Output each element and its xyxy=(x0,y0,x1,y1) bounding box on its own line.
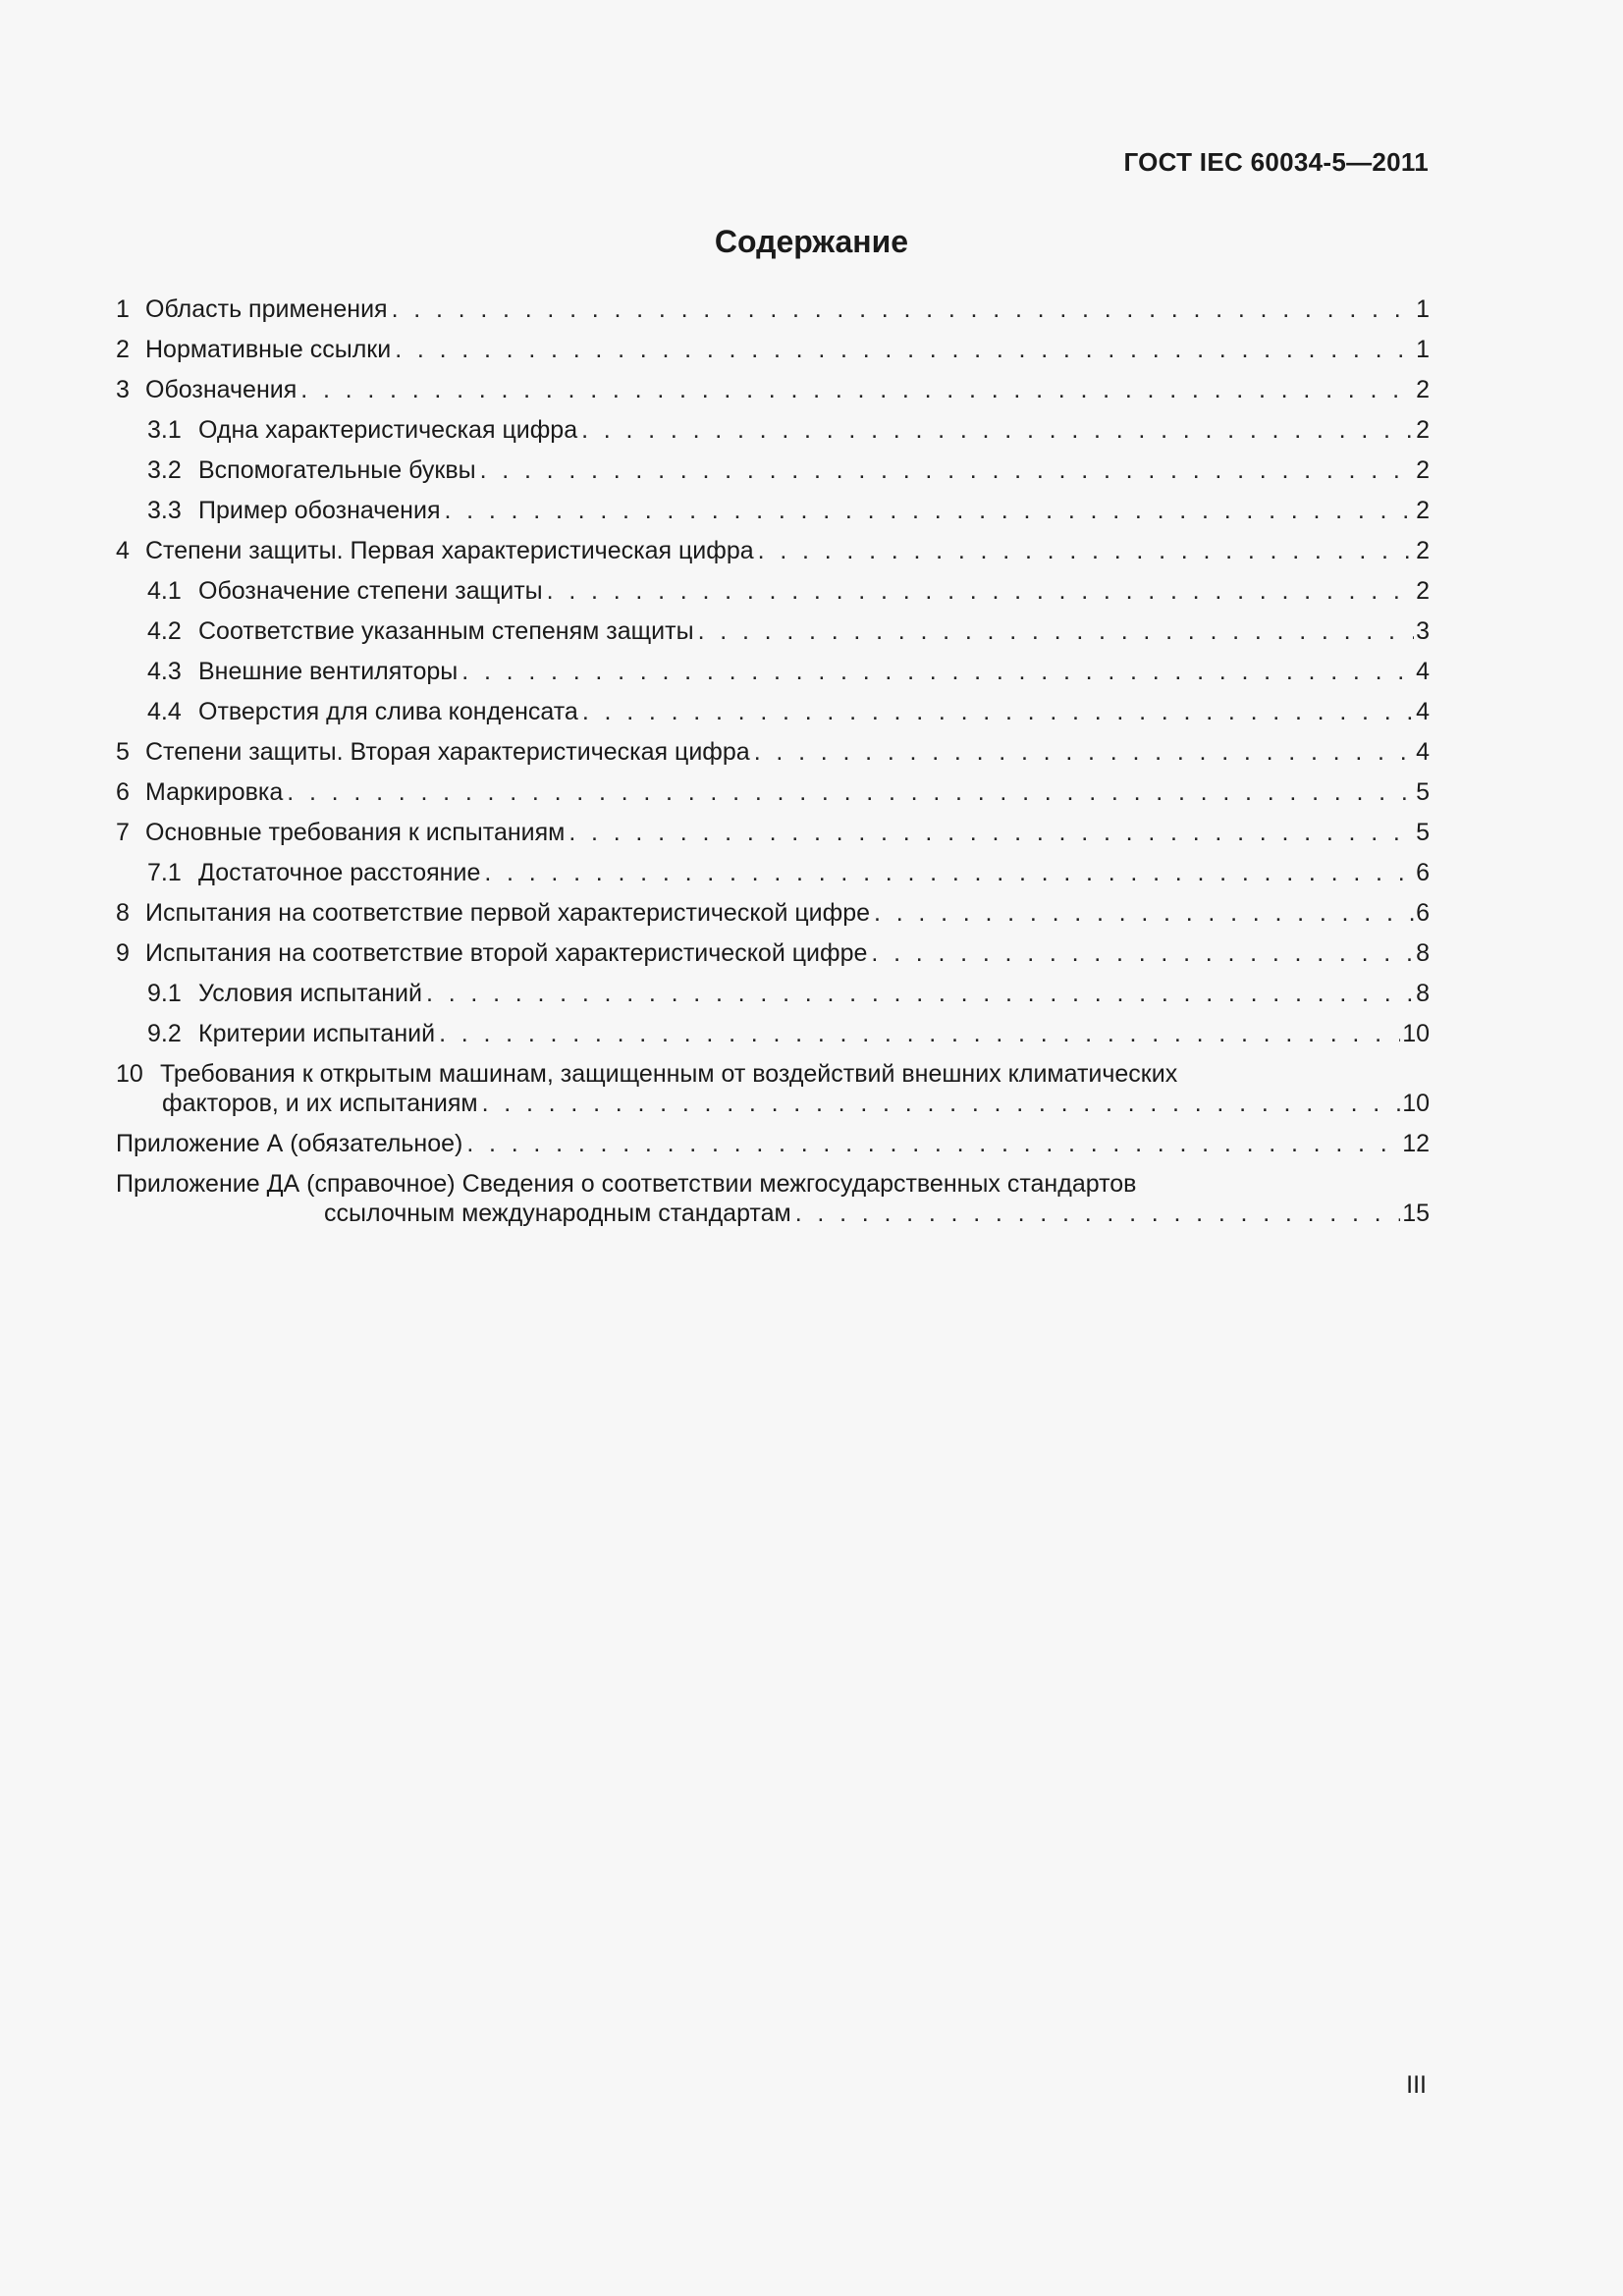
toc-entry-3-1[interactable] xyxy=(116,415,1430,445)
toc-entry-appendix-a[interactable] xyxy=(116,1129,1430,1158)
toc-entry-number: 9.1 xyxy=(147,980,182,1007)
toc-entry-number: 8 xyxy=(116,899,130,927)
toc-entry-page: 2 xyxy=(1416,497,1430,524)
toc-entry-page: 6 xyxy=(1416,899,1430,927)
toc-leader-dots xyxy=(758,536,1414,565)
toc-leader-dots xyxy=(568,818,1414,847)
toc-entry-9-2[interactable] xyxy=(116,1019,1430,1048)
toc-entry-4-2[interactable] xyxy=(116,616,1430,646)
toc-leader-dots xyxy=(287,777,1414,807)
toc-entry-page: 5 xyxy=(1416,778,1430,806)
toc-entry-number: 4.2 xyxy=(147,617,182,645)
toc-entry-7-1[interactable] xyxy=(116,858,1430,887)
toc-entry-number: 6 xyxy=(116,778,130,806)
toc-entry-title: Степени защиты. Первая характеристическая цифра xyxy=(145,537,754,564)
toc-entry-title: Пример обозначения xyxy=(198,497,441,524)
toc-entry-page: 4 xyxy=(1416,738,1430,766)
toc-entry-4-3[interactable] xyxy=(116,657,1430,686)
toc-entry-number: 1 xyxy=(116,295,130,323)
toc-entry-title-line1: Приложение ДА (справочное) Сведения о соответствии межгосударственных стандартов xyxy=(116,1170,1137,1198)
toc-leader-dots xyxy=(482,1089,1401,1118)
toc-entry-title: Достаточное расстояние xyxy=(198,859,481,886)
toc-entry-title: Область применения xyxy=(145,295,388,323)
toc-entry-number: 4.1 xyxy=(147,577,182,605)
toc-leader-dots xyxy=(480,455,1415,485)
toc-entry-title: Условия испытаний xyxy=(198,980,422,1007)
document-code: ГОСТ IEC 60034-5—2011 xyxy=(1123,147,1429,177)
toc-entry-title: Маркировка xyxy=(145,778,284,806)
toc-leader-dots xyxy=(439,1019,1400,1048)
toc-entry-page: 2 xyxy=(1416,537,1430,564)
toc-entry-number: 2 xyxy=(116,336,130,363)
toc-entry-number: 10 xyxy=(116,1060,143,1088)
toc-leader-dots xyxy=(795,1199,1400,1228)
toc-entry-4-1[interactable] xyxy=(116,576,1430,606)
toc-entry-page: 10 xyxy=(1402,1020,1430,1047)
toc-entry-page: 5 xyxy=(1416,819,1430,846)
toc-leader-dots xyxy=(698,616,1415,646)
toc-entry-title: Обозначение степени защиты xyxy=(198,577,543,605)
toc-entry-10[interactable] xyxy=(116,1059,1430,1118)
toc-entry-number: 7 xyxy=(116,819,130,846)
toc-entry-number: 7.1 xyxy=(147,859,182,886)
toc-entry-page: 15 xyxy=(1402,1200,1430,1227)
toc-leader-dots xyxy=(426,979,1414,1008)
toc-entry-3-3[interactable] xyxy=(116,496,1430,525)
toc-entry-title: Одна характеристическая цифра xyxy=(198,416,578,444)
toc-entry-4-4[interactable] xyxy=(116,697,1430,726)
toc-entry-number: 3.2 xyxy=(147,456,182,484)
page-number: III xyxy=(1406,2071,1427,2099)
toc-entry-1[interactable] xyxy=(116,294,1430,324)
toc-entry-title: Вспомогательные буквы xyxy=(198,456,476,484)
toc-entry-title: Степени защиты. Вторая характеристическая цифра xyxy=(145,738,750,766)
toc-entry-page: 6 xyxy=(1416,859,1430,886)
toc-entry-number: 4.3 xyxy=(147,658,182,685)
toc-leader-dots xyxy=(461,657,1414,686)
toc-entry-title: Критерии испытаний xyxy=(198,1020,436,1047)
toc-leader-dots xyxy=(874,898,1414,928)
toc-entry-page: 8 xyxy=(1416,939,1430,967)
toc-entry-page: 4 xyxy=(1416,698,1430,725)
toc-entry-title: Основные требования к испытаниям xyxy=(145,819,566,846)
toc-entry-title-line2: факторов, и их испытаниям xyxy=(162,1090,478,1117)
toc-entry-4[interactable] xyxy=(116,536,1430,565)
toc-entry-9[interactable] xyxy=(116,938,1430,968)
toc-entry-title-line2: ссылочным международным стандартам xyxy=(324,1200,791,1227)
toc-entry-number: 3.3 xyxy=(147,497,182,524)
toc-entry-appendix-da[interactable] xyxy=(116,1169,1430,1228)
toc-leader-dots xyxy=(466,1129,1400,1158)
toc-entry-title: Приложение А (обязательное) xyxy=(116,1130,463,1157)
toc-entry-3[interactable] xyxy=(116,375,1430,404)
toc-leader-dots xyxy=(392,294,1415,324)
toc-entry-number: 3.1 xyxy=(147,416,182,444)
toc-leader-dots xyxy=(871,938,1414,968)
toc-entries xyxy=(116,294,1430,1048)
toc-entry-page: 2 xyxy=(1416,577,1430,605)
toc-entry-9-1[interactable] xyxy=(116,979,1430,1008)
toc-entry-page: 2 xyxy=(1416,416,1430,444)
toc-entry-number: 4.4 xyxy=(147,698,182,725)
toc-entry-title: Испытания на соответствие второй характеристической цифре xyxy=(145,939,868,967)
toc-leader-dots xyxy=(395,335,1414,364)
toc-leader-dots xyxy=(754,737,1414,767)
toc-entry-8[interactable] xyxy=(116,898,1430,928)
toc-entry-7[interactable] xyxy=(116,818,1430,847)
toc-entry-page: 10 xyxy=(1402,1090,1430,1117)
toc-leader-dots xyxy=(547,576,1414,606)
toc-entry-page: 4 xyxy=(1416,658,1430,685)
toc-leader-dots xyxy=(444,496,1414,525)
toc-entry-6[interactable] xyxy=(116,777,1430,807)
toc-leader-dots xyxy=(484,858,1414,887)
toc-entry-title-line1: Требования к открытым машинам, защищенным от воздействий внешних климатических xyxy=(160,1060,1178,1088)
toc-leader-dots xyxy=(300,375,1414,404)
toc-entry-number: 4 xyxy=(116,537,130,564)
toc-entry-page: 8 xyxy=(1416,980,1430,1007)
toc-entry-number: 9.2 xyxy=(147,1020,182,1047)
toc-title: Содержание xyxy=(714,224,909,259)
toc-entry-title: Обозначения xyxy=(145,376,298,403)
toc-entry-3-2[interactable] xyxy=(116,455,1430,485)
toc-entry-title: Соответствие указанным степеням защиты xyxy=(198,617,694,645)
toc-entry-number: 5 xyxy=(116,738,130,766)
toc-entry-5[interactable] xyxy=(116,737,1430,767)
toc-entry-number: 9 xyxy=(116,939,130,967)
toc-leader-dots xyxy=(581,415,1414,445)
toc-leader-dots xyxy=(582,697,1414,726)
toc-entry-page: 1 xyxy=(1416,336,1430,363)
toc-entry-page: 2 xyxy=(1416,376,1430,403)
toc-entry-title: Отверстия для слива конденсата xyxy=(198,698,578,725)
table-of-contents xyxy=(116,294,1430,1239)
toc-entry-2[interactable] xyxy=(116,335,1430,364)
toc-entry-title: Нормативные ссылки xyxy=(145,336,392,363)
toc-entry-number: 3 xyxy=(116,376,130,403)
toc-entry-page: 3 xyxy=(1416,617,1430,645)
toc-entry-title: Внешние вентиляторы xyxy=(198,658,459,685)
toc-entry-page: 12 xyxy=(1402,1130,1430,1157)
toc-entry-page: 1 xyxy=(1416,295,1430,323)
toc-entry-page: 2 xyxy=(1416,456,1430,484)
toc-entry-title: Испытания на соответствие первой характеристической цифре xyxy=(145,899,871,927)
